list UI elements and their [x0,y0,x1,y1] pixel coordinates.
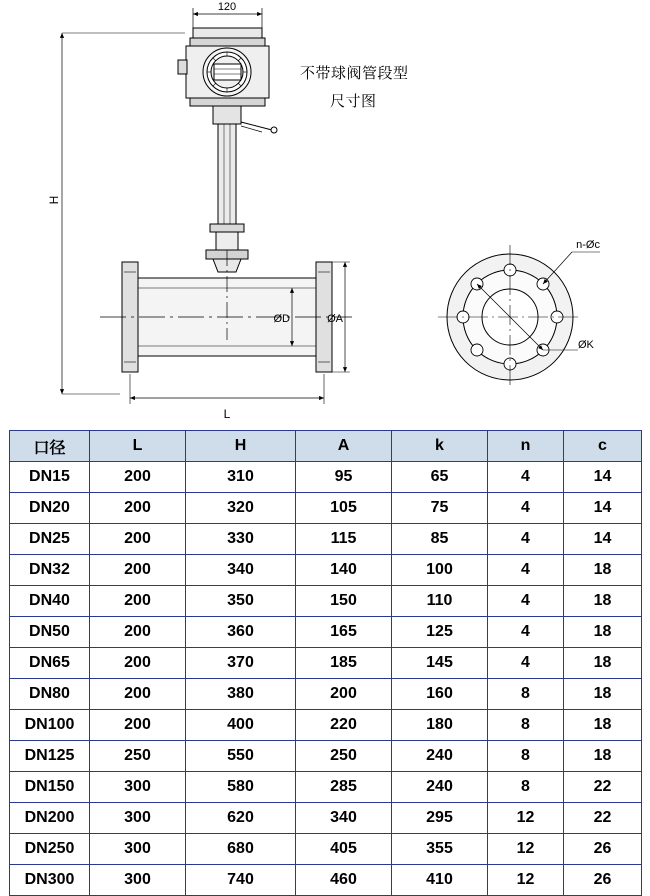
table-cell: 85 [392,524,488,555]
table-cell: 12 [488,865,564,896]
table-cell: 65 [392,462,488,493]
table-cell: 300 [90,772,186,803]
table-cell: 18 [564,555,642,586]
table-row [10,586,642,617]
table-cell: 18 [564,741,642,772]
table-cell-nominal-size: DN15 [10,462,90,493]
table-cell: 4 [488,648,564,679]
table-row [10,617,642,648]
table-cell: 200 [90,462,186,493]
table-row [10,865,642,896]
table-cell: 8 [488,710,564,741]
table-cell: 18 [564,648,642,679]
table-cell: 4 [488,586,564,617]
label-bolt-holes: n-Øc [576,239,600,251]
table-cell: 300 [90,803,186,834]
table-cell: 220 [296,710,392,741]
table-row [10,741,642,772]
table-cell: 18 [564,710,642,741]
table-cell: 200 [90,586,186,617]
table-cell: 75 [392,493,488,524]
table-header-cell: A [296,431,392,462]
table-body [10,462,642,896]
dimension-table [9,430,642,896]
table-cell: 550 [186,741,296,772]
table-cell-nominal-size: DN200 [10,803,90,834]
table-cell-nominal-size: DN65 [10,648,90,679]
table-cell-nominal-size: DN100 [10,710,90,741]
table-cell: 400 [186,710,296,741]
table-cell: 4 [488,555,564,586]
table-cell: 405 [296,834,392,865]
table-cell-nominal-size: DN25 [10,524,90,555]
table-cell: 340 [186,555,296,586]
table-cell: 355 [392,834,488,865]
table-cell-nominal-size: DN20 [10,493,90,524]
label-diameter-k: ØK [578,339,594,351]
table-row [10,803,642,834]
table-cell: 26 [564,865,642,896]
table-cell: 22 [564,803,642,834]
table-cell: 200 [90,710,186,741]
table-cell: 22 [564,772,642,803]
table-cell: 4 [488,493,564,524]
table-row [10,462,642,493]
table-cell: 160 [392,679,488,710]
table-cell: 370 [186,648,296,679]
table-cell: 95 [296,462,392,493]
table-cell: 580 [186,772,296,803]
table-cell: 145 [392,648,488,679]
table-cell: 125 [392,617,488,648]
table-cell: 140 [296,555,392,586]
label-height-h: H [47,195,61,205]
table-cell: 200 [296,679,392,710]
table-cell: 320 [186,493,296,524]
table-cell: 100 [392,555,488,586]
table-cell: 12 [488,834,564,865]
table-header-cell: 口径 [10,431,90,462]
table-cell-nominal-size: DN250 [10,834,90,865]
table-header-row [10,431,642,462]
drawing-note-line1: 不带球阀管段型 [300,65,409,82]
table-cell: 115 [296,524,392,555]
table-cell-nominal-size: DN32 [10,555,90,586]
table-cell: 150 [296,586,392,617]
table-cell: 8 [488,741,564,772]
table-row [10,772,642,803]
table-cell: 240 [392,741,488,772]
table-cell-nominal-size: DN50 [10,617,90,648]
table-cell: 14 [564,462,642,493]
table-cell: 185 [296,648,392,679]
table-cell: 740 [186,865,296,896]
table-cell: 14 [564,524,642,555]
table-cell: 18 [564,617,642,648]
table-cell: 200 [90,617,186,648]
table-cell: 380 [186,679,296,710]
table-cell: 8 [488,772,564,803]
table-row [10,524,642,555]
table-header-cell: k [392,431,488,462]
table-cell: 12 [488,803,564,834]
table-cell: 200 [90,555,186,586]
table-row [10,555,642,586]
table-cell: 310 [186,462,296,493]
table-cell: 350 [186,586,296,617]
table-cell: 18 [564,679,642,710]
table-cell: 295 [392,803,488,834]
table-cell: 250 [296,741,392,772]
label-length-l: L [223,407,231,421]
table-cell-nominal-size: DN150 [10,772,90,803]
table-row [10,493,642,524]
label-diameter-d: ØD [273,313,290,325]
label-top-width: 120 [217,1,237,13]
table-cell: 105 [296,493,392,524]
drawing-note-line2: 尺寸图 [330,93,377,110]
table-header-cell: n [488,431,564,462]
table-cell: 340 [296,803,392,834]
table-cell-nominal-size: DN80 [10,679,90,710]
table-cell-nominal-size: DN125 [10,741,90,772]
table-cell: 620 [186,803,296,834]
table-cell: 200 [90,679,186,710]
table-cell: 4 [488,524,564,555]
table-cell: 26 [564,834,642,865]
table-cell: 4 [488,617,564,648]
table-cell: 200 [90,493,186,524]
table-header-cell: c [564,431,642,462]
table-cell: 4 [488,462,564,493]
table-cell: 240 [392,772,488,803]
table-cell: 200 [90,648,186,679]
table-cell: 410 [392,865,488,896]
table-cell: 680 [186,834,296,865]
table-cell: 110 [392,586,488,617]
table-cell: 165 [296,617,392,648]
table-cell: 18 [564,586,642,617]
label-diameter-a: ØA [327,313,343,325]
table-row [10,710,642,741]
table-cell: 330 [186,524,296,555]
table-cell: 300 [90,834,186,865]
table-cell: 285 [296,772,392,803]
table-cell: 300 [90,865,186,896]
table-cell: 180 [392,710,488,741]
table-cell: 14 [564,493,642,524]
table-cell: 460 [296,865,392,896]
table-cell: 360 [186,617,296,648]
table-cell: 8 [488,679,564,710]
table-row [10,648,642,679]
table-row [10,679,642,710]
table-cell: 200 [90,524,186,555]
table-cell: 250 [90,741,186,772]
table-row [10,834,642,865]
table-header-cell: L [90,431,186,462]
dimension-drawing [0,0,650,430]
table-header-cell: H [186,431,296,462]
table-cell-nominal-size: DN40 [10,586,90,617]
table-cell-nominal-size: DN300 [10,865,90,896]
